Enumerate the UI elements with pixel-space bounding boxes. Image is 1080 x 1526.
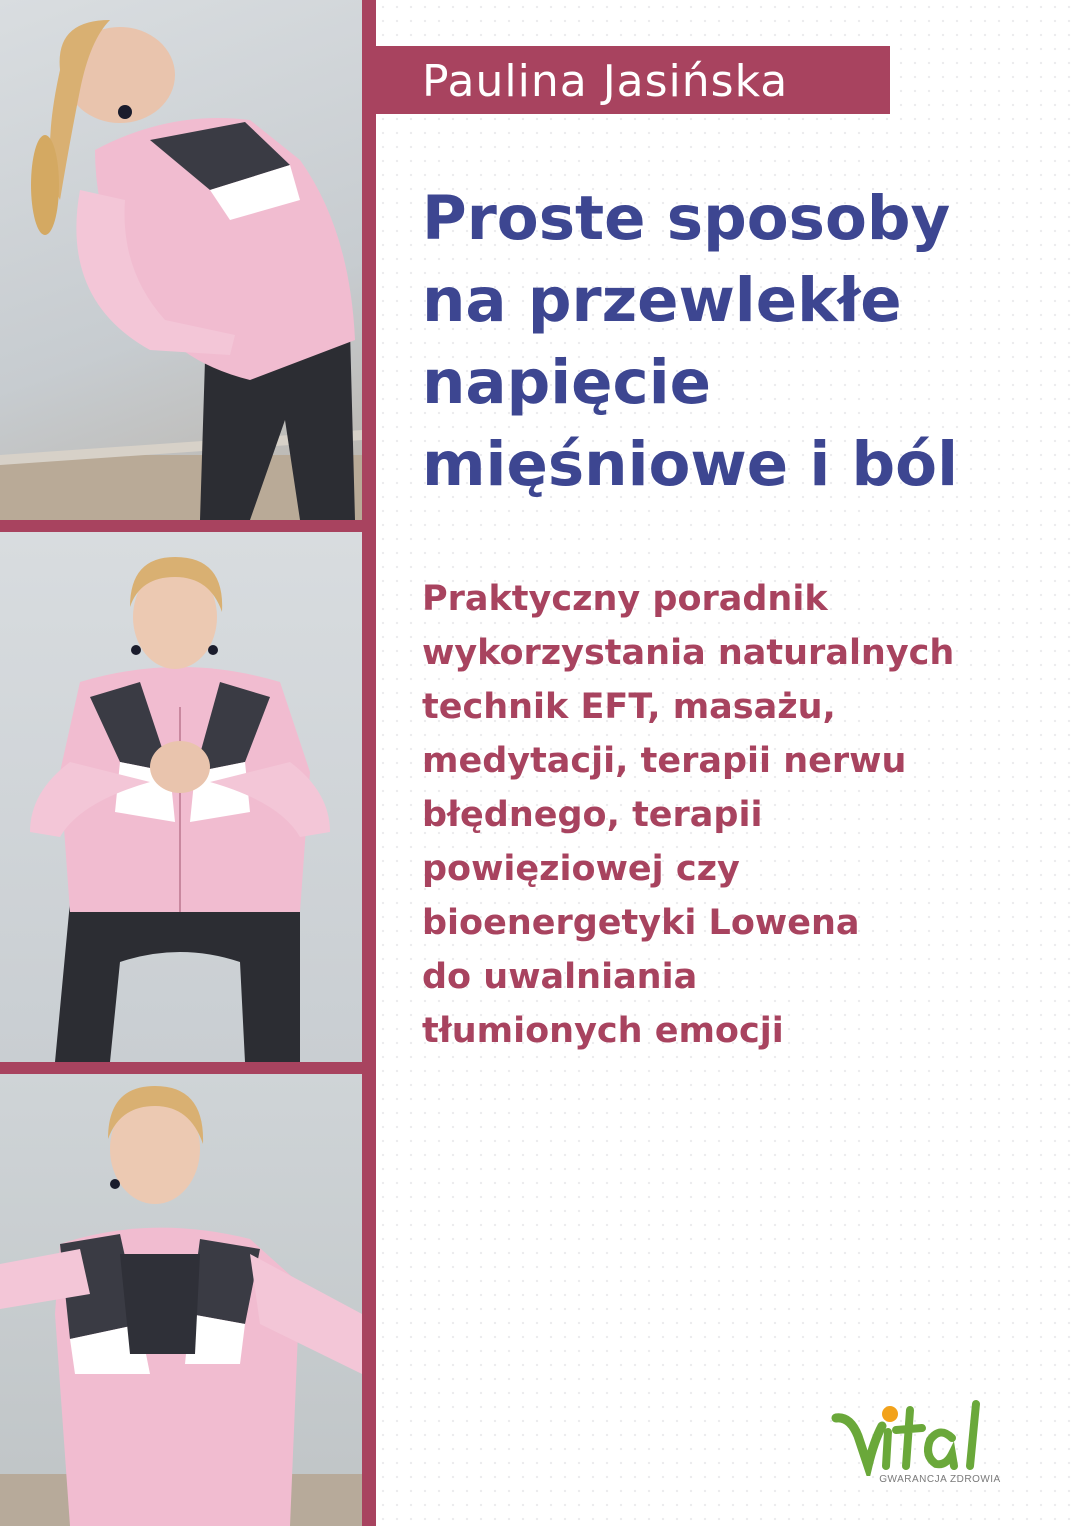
subtitle-line: technik EFT, masażu, xyxy=(422,687,836,727)
title-line: Proste sposoby xyxy=(422,183,951,254)
publisher-tagline: GWARANCJA ZDROWIA xyxy=(879,1474,1001,1485)
publisher-logo xyxy=(830,1396,1010,1492)
photo-arms-extended xyxy=(0,1074,362,1526)
vital-logo-icon xyxy=(830,1396,1010,1476)
author-name: Paulina Jasińska xyxy=(422,56,789,107)
subtitle-line: powięziowej czy xyxy=(422,849,740,889)
wall-sit-illustration xyxy=(0,532,362,1062)
book-title xyxy=(422,178,1062,506)
author-band xyxy=(376,46,890,114)
subtitle-line: tłumionych emocji xyxy=(422,1011,784,1051)
subtitle-line: do uwalniania xyxy=(422,957,698,997)
subtitle-line: Praktyczny poradnik xyxy=(422,579,828,619)
subtitle-line: medytacji, terapii nerwu xyxy=(422,741,907,781)
arms-extended-illustration xyxy=(0,1074,362,1526)
book-subtitle xyxy=(422,572,1062,1058)
photo-wall-sit xyxy=(0,532,362,1062)
subtitle-line: błędnego, terapii xyxy=(422,795,763,835)
title-line: na przewlekłe xyxy=(422,265,902,336)
title-line: napięcie xyxy=(422,347,711,418)
back-bend-illustration xyxy=(0,0,362,520)
subtitle-line: wykorzystania naturalnych xyxy=(422,633,955,673)
photo-back-bend xyxy=(0,0,362,520)
title-line: mięśniowe i ból xyxy=(422,429,958,500)
photo-column xyxy=(0,0,362,1526)
subtitle-line: bioenergetyki Lowena xyxy=(422,903,860,943)
accent-divider xyxy=(362,0,376,1526)
